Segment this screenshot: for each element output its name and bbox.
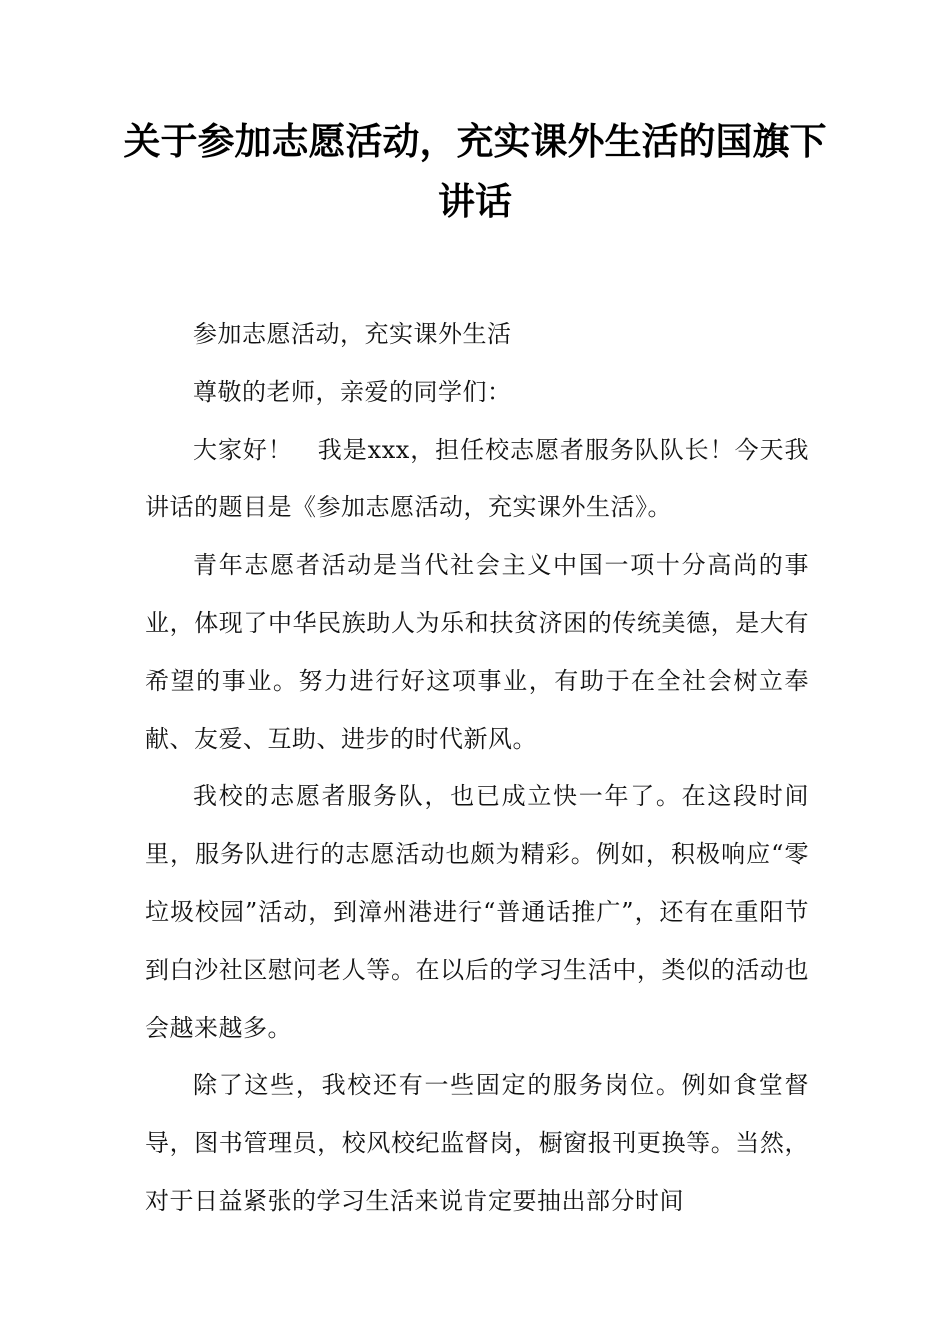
paragraph-salutation: 尊敬的老师，亲爱的同学们： [193, 377, 512, 406]
paragraph-volunteer-intro: 青年志愿者活动是当代社会主义中国一项十分高尚的事业，体现了中华民族助人为乐和扶贫济困的传统美德，是大有希望的事业。努力进行好这项事业，有助于在全社会树立奉献、友爱、互助、进步的时代新风。 [145, 551, 809, 753]
paragraph-greeting: 大家好！ 我是xxx，担任校志愿者服务队队长！今天我讲话的题目是《参加志愿活动，充实课外生活》。 [145, 435, 809, 522]
paragraph-service-posts: 除了这些，我校还有一些固定的服务岗位。例如食堂督导，图书管理员，校风校纪监督岗，橱窗报刊更换等。当然，对于日益紧张的学习生活来说肯定要抽出部分时间 [145, 1071, 809, 1215]
paragraph-subtitle: 参加志愿活动，充实课外生活 [193, 320, 512, 348]
paragraph-team-activities: 我校的志愿者服务队，也已成立快一年了。在这段时间里，服务队进行的志愿活动也颇为精彩。例如，积极响应“零垃圾校园”活动，到漳州港进行“普通话推广”，还有在重阳节到白沙社区慰问老人等。在以后的学习生活中，类似的活动也会越来越多。 [145, 782, 809, 1042]
document-body [145, 306, 809, 1231]
document-title: 关于参加志愿活动，充实课外生活的国旗下讲话 [123, 120, 827, 223]
